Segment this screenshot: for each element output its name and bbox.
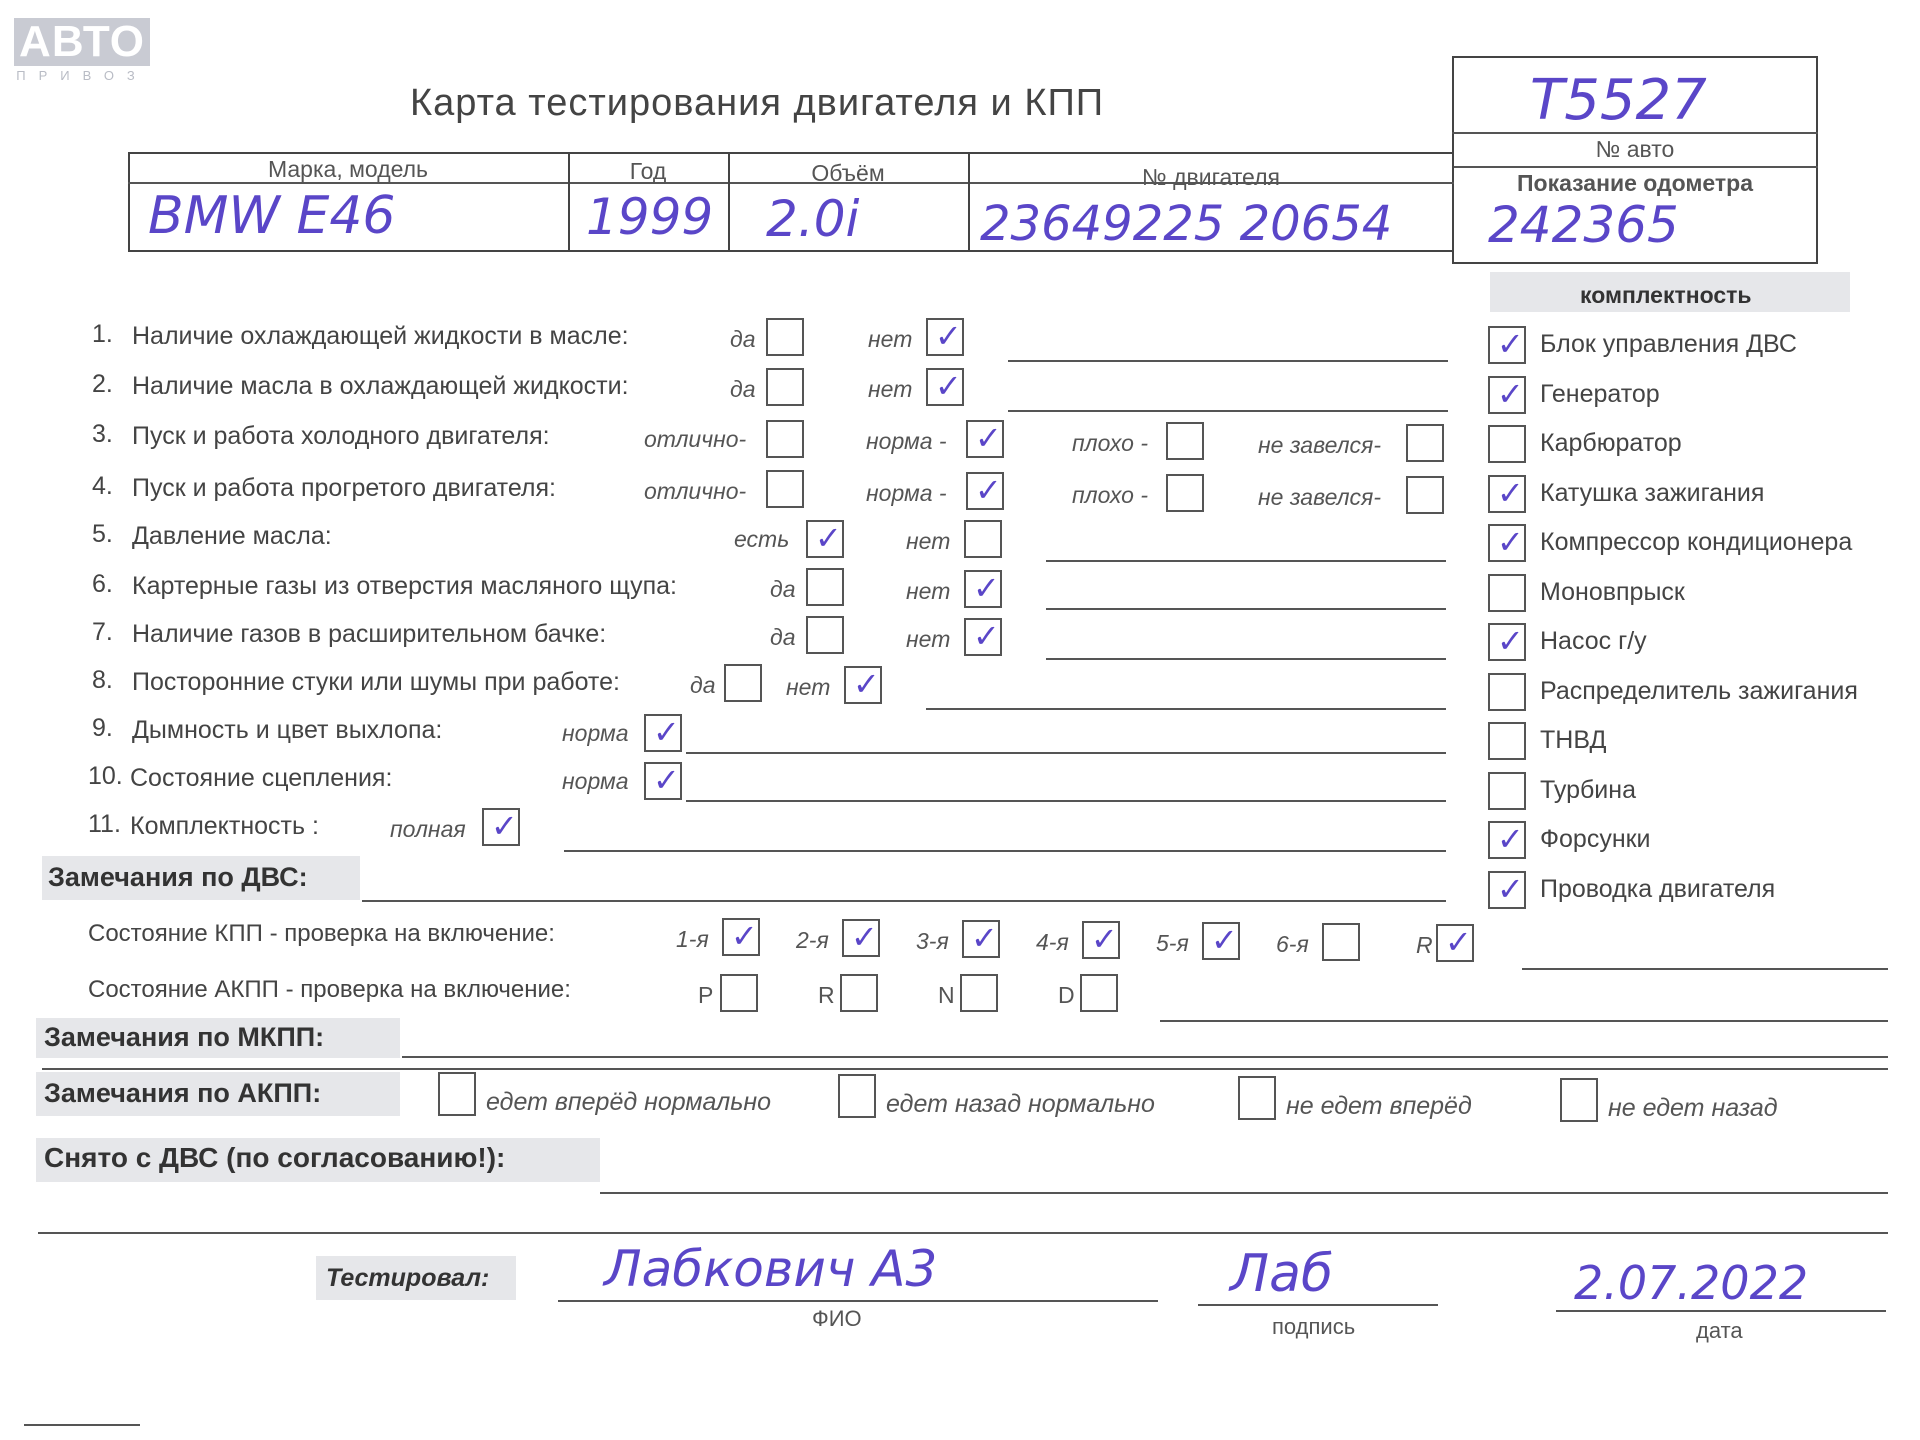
q2-no-label: нет bbox=[868, 376, 913, 402]
question-text: Дымность и цвет выхлопа: bbox=[132, 716, 443, 744]
completeness-label: Насос г/у bbox=[1540, 627, 1647, 655]
question-number: 7. bbox=[92, 618, 113, 646]
question-number: 10. bbox=[88, 762, 123, 790]
car-number-value: T5527 bbox=[1530, 68, 1707, 133]
car-number-label: № авто bbox=[1595, 136, 1675, 162]
gear-label: 1-я bbox=[676, 926, 709, 952]
completeness-label: Форсунки bbox=[1540, 825, 1651, 853]
completeness-checkbox[interactable] bbox=[1488, 871, 1526, 909]
question-number: 8. bbox=[92, 666, 113, 694]
question-text: Картерные газы из отверстия масляного щупа: bbox=[132, 572, 677, 600]
completeness-checkbox[interactable] bbox=[1488, 574, 1526, 612]
q5-no-checkbox[interactable] bbox=[964, 520, 1002, 558]
gear-label: 3-я bbox=[916, 928, 949, 954]
removed-line[interactable] bbox=[600, 1192, 1888, 1194]
odometer-label: Показание одометра bbox=[1517, 170, 1753, 196]
q7-no-checkbox[interactable] bbox=[964, 618, 1002, 656]
question-number: 11. bbox=[88, 810, 121, 838]
completeness-checkbox[interactable] bbox=[1488, 326, 1526, 364]
year-value: 1999 bbox=[586, 188, 714, 246]
volume-label: Объём bbox=[811, 160, 885, 186]
fio-label: ФИО bbox=[812, 1306, 862, 1331]
q5-present-checkbox[interactable] bbox=[806, 520, 844, 558]
q11-full-label: полная bbox=[390, 816, 466, 842]
tester-name: Лабкович А3 bbox=[604, 1240, 938, 1298]
gear-checkbox[interactable] bbox=[722, 918, 760, 956]
q7-yes-label: да bbox=[770, 624, 796, 650]
q6-no-label: нет bbox=[906, 578, 951, 604]
q3-bad-checkbox[interactable] bbox=[1166, 422, 1204, 460]
gear-label: R bbox=[1416, 932, 1433, 958]
question-text: Давление масла: bbox=[132, 522, 332, 550]
q8-no-checkbox[interactable] bbox=[844, 666, 882, 704]
auto-option-label: едет вперёд нормально bbox=[486, 1088, 772, 1116]
q4-normal-checkbox[interactable] bbox=[966, 472, 1004, 510]
remarks-engine-label: Замечания по ДВС: bbox=[48, 862, 308, 892]
q1-no-label: нет bbox=[868, 326, 913, 352]
auto-mode-label: P bbox=[698, 982, 714, 1008]
auto-option-label: едет назад нормально bbox=[886, 1090, 1155, 1118]
q6-yes-checkbox[interactable] bbox=[806, 568, 844, 606]
engine-label: № двигателя bbox=[1142, 164, 1280, 190]
completeness-checkbox[interactable] bbox=[1488, 524, 1526, 562]
remarks-engine-line[interactable] bbox=[362, 900, 1446, 902]
completeness-checkbox[interactable] bbox=[1488, 623, 1526, 661]
auto-mode-checkbox[interactable] bbox=[1080, 974, 1118, 1012]
completeness-checkbox[interactable] bbox=[1488, 722, 1526, 760]
q5-present-label: есть bbox=[734, 526, 790, 552]
completeness-checkbox[interactable] bbox=[1488, 475, 1526, 513]
completeness-label: Компрессор кондиционера bbox=[1540, 528, 1853, 556]
year-label: Год bbox=[629, 158, 667, 184]
question-text: Пуск и работа холодного двигателя: bbox=[132, 422, 550, 450]
completeness-checkbox[interactable] bbox=[1488, 673, 1526, 711]
q4-nostart-label: не завелся- bbox=[1258, 484, 1382, 510]
signature: Лаб bbox=[1230, 1244, 1334, 1304]
q7-no-label: нет bbox=[906, 626, 951, 652]
completeness-label: Катушка зажигания bbox=[1540, 478, 1765, 507]
auto-mode-checkbox[interactable] bbox=[840, 974, 878, 1012]
removed-label: Снято с ДВС (по согласованию!): bbox=[44, 1142, 506, 1173]
auto-mode-checkbox[interactable] bbox=[960, 974, 998, 1012]
question-number: 2. bbox=[92, 370, 113, 398]
completeness-checkbox[interactable] bbox=[1488, 772, 1526, 810]
sign-label: подпись bbox=[1272, 1314, 1356, 1339]
completeness-checkbox[interactable] bbox=[1488, 425, 1526, 463]
engine-value: 23649225 20654 bbox=[980, 196, 1393, 252]
model-label: Марка, модель bbox=[267, 156, 429, 182]
q3-normal-label: норма - bbox=[866, 428, 947, 454]
gear-checkbox[interactable] bbox=[962, 920, 1000, 958]
completeness-title: комплектность bbox=[1580, 282, 1752, 308]
completeness-label: Распределитель зажигания bbox=[1540, 676, 1858, 705]
q11-full-checkbox[interactable] bbox=[482, 808, 520, 846]
auto-mode-label: N bbox=[938, 982, 955, 1008]
completeness-label: Генератор bbox=[1540, 379, 1660, 408]
logo-subtitle: ПРИВОЗ bbox=[16, 68, 148, 83]
q10-normal-label: норма bbox=[562, 768, 629, 794]
q8-yes-label: да bbox=[690, 672, 716, 698]
q9-normal-checkbox[interactable] bbox=[644, 714, 682, 752]
question-text: Наличие масла в охлаждающей жидкости: bbox=[132, 372, 629, 400]
completeness-label: Карбюратор bbox=[1540, 429, 1682, 457]
gear-checkbox[interactable] bbox=[842, 919, 880, 957]
manual-check-label: Состояние КПП - проверка на включение: bbox=[88, 920, 555, 947]
completeness-checkbox[interactable] bbox=[1488, 376, 1526, 414]
auto-option-label: не едет назад bbox=[1608, 1094, 1778, 1122]
completeness-label: Блок управления ДВС bbox=[1540, 330, 1797, 358]
auto-option-checkbox[interactable] bbox=[1560, 1078, 1598, 1122]
q4-bad-checkbox[interactable] bbox=[1166, 474, 1204, 512]
completeness-label: Проводка двигателя bbox=[1540, 874, 1776, 903]
question-text: Пуск и работа прогретого двигателя: bbox=[132, 474, 556, 502]
q1-yes-label: да bbox=[730, 326, 756, 352]
q8-yes-checkbox[interactable] bbox=[724, 664, 762, 702]
q2-no-checkbox[interactable] bbox=[926, 368, 964, 406]
auto-option-checkbox[interactable] bbox=[1238, 1076, 1276, 1120]
gear-checkbox[interactable] bbox=[1322, 923, 1360, 961]
auto-check-label: Состояние АКПП - проверка на включение: bbox=[88, 976, 571, 1003]
q7-yes-checkbox[interactable] bbox=[806, 616, 844, 654]
question-number: 6. bbox=[92, 570, 113, 598]
q3-nostart-label: не завелся- bbox=[1258, 432, 1382, 458]
completeness-label: ТНВД bbox=[1540, 726, 1607, 754]
q2-yes-checkbox[interactable] bbox=[766, 368, 804, 406]
q2-yes-label: да bbox=[730, 376, 756, 402]
q4-nostart-checkbox[interactable] bbox=[1406, 476, 1444, 514]
question-number: 3. bbox=[92, 420, 113, 448]
question-number: 4. bbox=[92, 472, 113, 500]
auto-option-checkbox[interactable] bbox=[838, 1074, 876, 1118]
remarks-manual-line[interactable] bbox=[402, 1056, 1888, 1058]
question-number: 5. bbox=[92, 520, 113, 548]
model-value: BMW E46 bbox=[148, 186, 396, 246]
q3-bad-label: плохо - bbox=[1072, 430, 1148, 456]
page-title: Карта тестирования двигателя и КПП bbox=[410, 82, 1105, 124]
odometer-value: 242365 bbox=[1488, 196, 1679, 254]
completeness-label: Моновпрыск bbox=[1540, 577, 1685, 606]
gear-label: 6-я bbox=[1276, 931, 1309, 957]
question-text: Наличие газов в расширительном бачке: bbox=[132, 620, 607, 648]
gear-checkbox[interactable] bbox=[1082, 921, 1120, 959]
remarks-auto-label: Замечания по АКПП: bbox=[44, 1078, 322, 1108]
question-text: Посторонние стуки или шумы при работе: bbox=[132, 668, 620, 696]
gear-label: 4-я bbox=[1036, 929, 1069, 955]
q3-normal-checkbox[interactable] bbox=[966, 420, 1004, 458]
volume-value: 2.0i bbox=[766, 190, 860, 248]
auto-mode-checkbox[interactable] bbox=[720, 974, 758, 1012]
q5-no-label: нет bbox=[906, 528, 951, 554]
question-text: Состояние сцепления: bbox=[130, 764, 393, 792]
q4-normal-label: норма - bbox=[866, 480, 947, 506]
q3-nostart-checkbox[interactable] bbox=[1406, 424, 1444, 462]
question-text: Комплектность : bbox=[130, 812, 319, 840]
q10-normal-checkbox[interactable] bbox=[644, 762, 682, 800]
q8-no-label: нет bbox=[786, 674, 831, 700]
q6-yes-label: да bbox=[770, 576, 796, 602]
logo: АВТО bbox=[14, 18, 150, 66]
tested-by-label: Тестировал: bbox=[326, 1264, 490, 1292]
auto-mode-label: D bbox=[1058, 982, 1075, 1008]
q4-excellent-checkbox[interactable] bbox=[766, 470, 804, 508]
completeness-label: Турбина bbox=[1540, 775, 1636, 804]
q1-yes-checkbox[interactable] bbox=[766, 318, 804, 356]
gear-checkbox[interactable] bbox=[1202, 922, 1240, 960]
gear-label: 2-я bbox=[796, 927, 829, 953]
auto-option-label: не едет вперёд bbox=[1286, 1092, 1472, 1120]
q6-no-checkbox[interactable] bbox=[964, 570, 1002, 608]
q3-excellent-checkbox[interactable] bbox=[766, 420, 804, 458]
date-value: 2.07.2022 bbox=[1574, 1256, 1809, 1310]
gear-checkbox[interactable] bbox=[1436, 924, 1474, 962]
completeness-checkbox[interactable] bbox=[1488, 821, 1526, 859]
auto-mode-label: R bbox=[818, 982, 835, 1008]
remarks-manual-label: Замечания по МКПП: bbox=[44, 1022, 325, 1052]
question-number: 9. bbox=[92, 714, 113, 742]
question-text: Наличие охлаждающей жидкости в масле: bbox=[132, 322, 629, 350]
q4-excellent-label: отлично- bbox=[644, 478, 747, 504]
q3-excellent-label: отлично- bbox=[644, 426, 747, 452]
question-number: 1. bbox=[92, 320, 113, 348]
date-label: дата bbox=[1696, 1318, 1743, 1343]
q4-bad-label: плохо - bbox=[1072, 482, 1148, 508]
q9-normal-label: норма bbox=[562, 720, 629, 746]
auto-option-checkbox[interactable] bbox=[438, 1072, 476, 1116]
q1-no-checkbox[interactable] bbox=[926, 318, 964, 356]
gear-label: 5-я bbox=[1156, 930, 1189, 956]
